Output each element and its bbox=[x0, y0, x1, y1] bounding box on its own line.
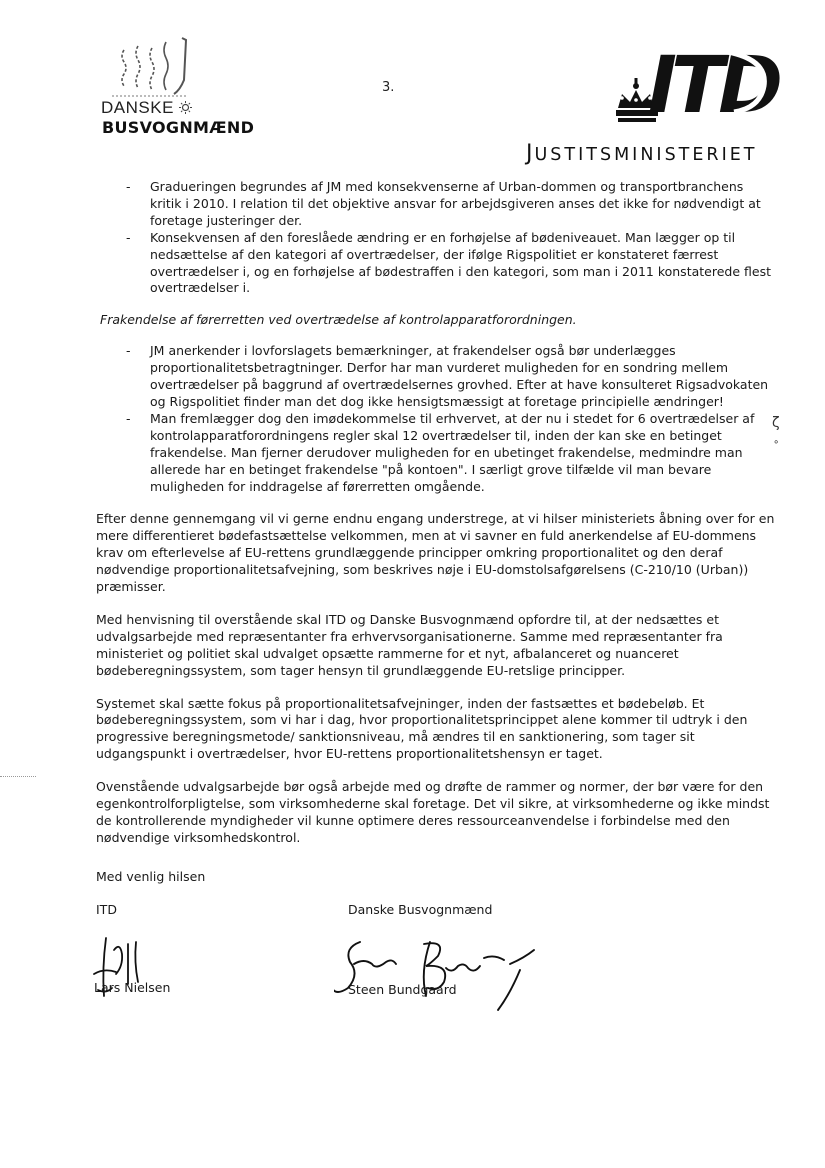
signature-block bbox=[96, 902, 776, 1032]
bullet-list-top bbox=[96, 179, 776, 297]
ministry-name: JUSTITSMINISTERIET bbox=[526, 141, 758, 166]
signatory-org-right: Danske Busvognmænd bbox=[348, 901, 493, 917]
section-heading: Frakendelse af førerretten ved overtrædelse af kontrolapparatforordningen. bbox=[100, 312, 577, 328]
margin-note: ζ bbox=[772, 415, 780, 431]
logo-line-busvognmaend: BUSVOGNMÆND bbox=[102, 118, 255, 137]
sun-icon bbox=[179, 101, 192, 114]
signatory-name-right: Steen Bundgaard bbox=[348, 981, 457, 997]
letter-body bbox=[96, 179, 776, 1032]
svg-text:ITD: ITD bbox=[648, 41, 777, 131]
list-item: - JM anerkender i lovforslagets bemærkninger, at frakendelser også bør underlægges proportionalitetsbetragtninger. Derfor har man vurderet muligheden for en sondring mellem overtrædelser på baggrund af overtrædelsernes grovhed. Efter at have konsulteret Rigsadvokaten og Rigspolitiet finder man det dog ikke hensigtsmæssigt at foretage principielle ændringer! bbox=[126, 343, 769, 409]
bullet-list-section bbox=[96, 343, 776, 495]
logo-line-danske: DANSKE bbox=[101, 98, 192, 118]
danske-busvognmaend-logo bbox=[96, 36, 266, 141]
list-item: - Man fremlægger dog den imødekommelse til erhvervet, at der nu i stedet for 6 overtrædelser af kontrolapparatforordningens regler skal 12 overtrædelser til, inden der kan ske en betinget frakendelse. Man fjerner derudover muligheden for en ubetinget frakendelse, medmindre man allerede har en betinget frakendelse "på kontoen". I særligt grove tilfælde vil man bevare muligheden for inddragelse af førerretten omgående. bbox=[126, 410, 755, 494]
paragraph: Ovenstående udvalgsarbejde bør også arbejde med og drøfte de rammer og normer, der bør være for den egenkontrolforpligtelse, som virksomhederne skal foretage. Det vil sikre, at virksomhederne og ikke mindst de kontrollerende myndigheder vil kunne optimere deres ressourceanvendelse i forbindelse med den nødvendige virksomhedskontrol. bbox=[96, 779, 770, 845]
paragraph: Efter denne gennemgang vil vi gerne endnu engang understrege, at vi hilser ministeriets åbning over for en mere differentieret bødefastsættelse velkommen, men at vi savner en fuld anerkendelse af EU-dommens krav om efterlevelse af EU-rettens grundlæggende principper omkring proportionalitet og den deraf nødvendige proportionalitetsafvejning, som beskrives nøje i EU-domstolsafgørelsens (C-210/10 (Urban)) præmisser. bbox=[96, 511, 775, 595]
paragraph: Med henvisning til overstående skal ITD og Danske Busvognmænd opfordre til, at der nedsættes et udvalgsarbejde med repræsentanter fra erhvervsorganisationerne. Samme med repræsentanter fra ministeriet og politiet skal udvalget opsætte rammerne for et nyt, afbalanceret og nuanceret bødeberegningssystem, som tager hensyn til grundlæggende EU-retslige principper. bbox=[96, 611, 723, 678]
page-number: 3. bbox=[382, 80, 395, 95]
margin-note: ∘ bbox=[773, 437, 780, 448]
paragraph: Systemet skal sætte fokus på proportionalitetsafvejninger, inden der fastsættes et bødebeløb. Et bødeberegningssystem, som vi har i dag, hvor proportionalitetsprincippet alene kommer til udtryk i den progressive beregningsmetode/ sanktionsniveau, må ændres til en sanktionering, som tager sit udgangspunkt i overtrædelser, hvor EU-rettens proportionalitetshensyn er taget. bbox=[96, 695, 748, 762]
edge-scan-line bbox=[0, 776, 36, 777]
list-item: - Gradueringen begrundes af JM med konsekvenserne af Urban-dommen og transportbranchens kritik i 2010. I relation til det objektive ansvar for arbejdsgiveren anses det ikke for nødvendigt at foretage justeringer der. bbox=[126, 179, 761, 228]
busvognmaend-logo-icon bbox=[108, 36, 198, 98]
itd-logo bbox=[610, 38, 785, 138]
signatory-org-left: ITD bbox=[96, 901, 117, 917]
signatory-name-left: Lars Nielsen bbox=[94, 979, 171, 995]
handwritten-signature-right bbox=[334, 924, 554, 1016]
closing-greeting: Med venlig hilsen bbox=[96, 868, 206, 884]
list-item: - Konsekvensen af den foreslåede ændring er en forhøjelse af bødeniveauet. Man lægger op til nedsættelse af den kategori af overtrædelser, der ifølge Rigspolitiet er konstateret færrest overtrædelser i, og en forhøjelse af bødestraffen i den kategori, som man i 2011 konstaterede flest overtrædelser i. bbox=[126, 229, 771, 296]
